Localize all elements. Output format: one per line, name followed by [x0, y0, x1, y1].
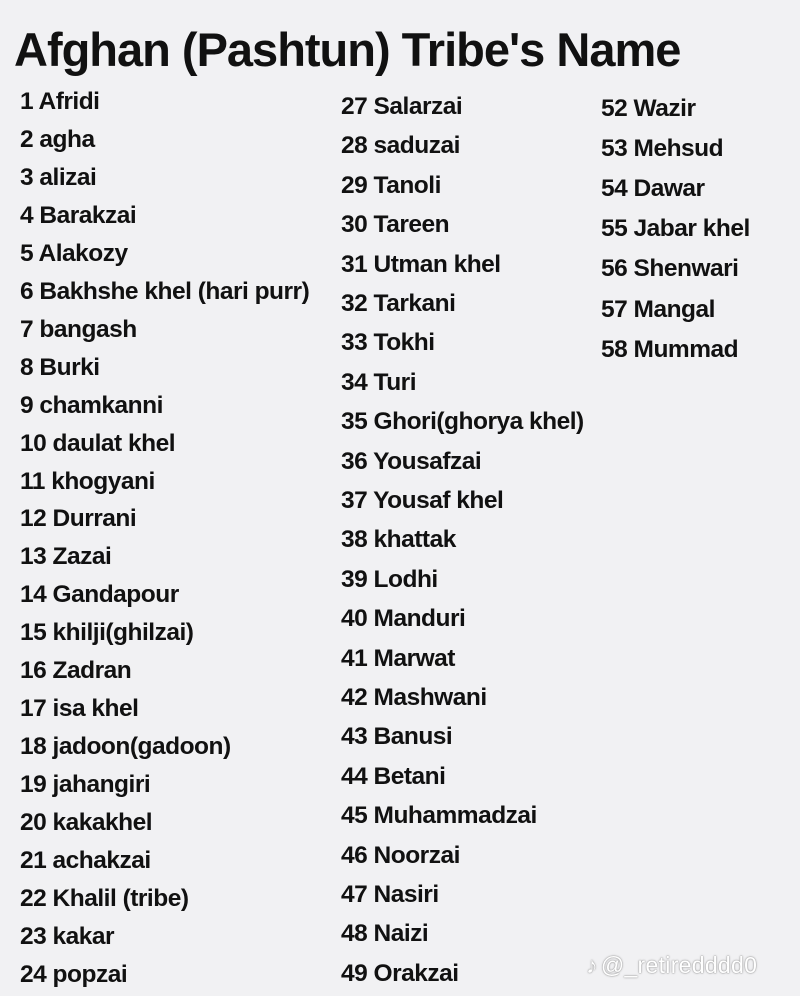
tribe-list-item: 18 jadoon(gadoon) — [20, 733, 231, 761]
tribe-list-item: 14 Gandapour — [20, 581, 179, 609]
tribe-list-item: 1 Afridi — [20, 88, 100, 115]
page-title: Afghan (Pashtun) Tribe's Name — [14, 23, 681, 76]
tribe-list-item: 45 Muhammadzai — [341, 802, 537, 830]
tribe-list-item: 55 Jabar khel — [601, 215, 750, 243]
tribe-list-item: 22 Khalil (tribe) — [20, 884, 189, 912]
tribe-list-item: 5 Alakozy — [20, 239, 128, 267]
watermark-handle: @_retiredddd0 — [600, 952, 758, 978]
tribe-list-item: 43 Banusi — [341, 723, 453, 751]
tribe-list-item: 41 Marwat — [341, 644, 455, 672]
tribe-list-item: 54 Dawar — [601, 175, 705, 203]
tribe-list-item: 12 Durrani — [20, 505, 137, 533]
tribe-list-item: 6 Bakhshe khel (hari purr) — [20, 277, 310, 305]
tribe-list-item: 46 Noorzai — [341, 841, 460, 869]
tribe-list-item: 48 Naizi — [341, 920, 429, 948]
tribe-list-item: 39 Lodhi — [341, 565, 438, 593]
tribe-list-item: 35 Ghori(ghorya khel) — [341, 408, 584, 436]
tribe-list-item: 57 Mangal — [601, 295, 715, 323]
tribe-list-item: 56 Shenwari — [601, 255, 739, 283]
tribe-list-item: 8 Burki — [20, 353, 100, 381]
tribe-list-item: 21 achakzai — [20, 847, 151, 874]
tribe-list-item: 47 Nasiri — [341, 881, 439, 908]
tribe-list-item: 58 Mummad — [601, 335, 739, 363]
tribe-list-item: 7 bangash — [20, 315, 137, 343]
tribe-list-item: 16 Zadran — [20, 657, 132, 685]
tribe-list-item: 20 kakakhel — [20, 809, 153, 837]
tribe-list-item: 31 Utman khel — [341, 250, 501, 278]
tribe-list-item: 27 Salarzai — [341, 93, 463, 120]
tribe-list-item: 28 saduzai — [341, 132, 460, 160]
tribe-list-item: 3 alizai — [20, 163, 97, 191]
tribe-list-item: 24 popzai — [20, 960, 128, 988]
tribe-list-item: 36 Yousafzai — [341, 447, 482, 475]
tribe-list-item: 44 Betani — [341, 762, 446, 790]
tribe-list-item: 37 Yousaf khel — [341, 487, 504, 514]
tribe-list-item: 4 Barakzai — [20, 201, 137, 229]
tribe-list-item: 23 kakar — [20, 922, 115, 950]
tribe-list-item: 40 Manduri — [341, 605, 466, 633]
tribe-list-item: 2 agha — [20, 125, 95, 153]
tribe-list-item: 34 Turi — [341, 368, 417, 396]
tribe-list-item: 29 Tanoli — [341, 171, 441, 199]
tribe-list-item: 52 Wazir — [601, 95, 696, 122]
tribe-list-item: 42 Mashwani — [341, 684, 487, 711]
tribe-list-item: 53 Mehsud — [601, 135, 724, 163]
tribe-list-item: 10 daulat khel — [20, 429, 176, 457]
tribe-list-item: 38 khattak — [341, 526, 456, 554]
tribe-list-item: 17 isa khel — [20, 695, 139, 723]
watermark — [586, 952, 757, 979]
tribe-list-item: 30 Tareen — [341, 211, 450, 239]
tribe-list-item: 33 Tokhi — [341, 329, 435, 357]
tribe-list-item: 9 chamkanni — [20, 391, 163, 419]
tribe-list-item: 15 khilji(ghilzai) — [20, 619, 194, 647]
tribe-list-item: 32 Tarkani — [341, 290, 456, 317]
tribe-list-item: 19 jahangiri — [20, 771, 151, 799]
tribe-list-item: 11 khogyani — [20, 467, 155, 495]
tribe-list-item: 49 Orakzai — [341, 959, 459, 987]
tiktok-icon: ♪ — [586, 952, 598, 978]
tribe-list-item: 13 Zazai — [20, 543, 112, 571]
